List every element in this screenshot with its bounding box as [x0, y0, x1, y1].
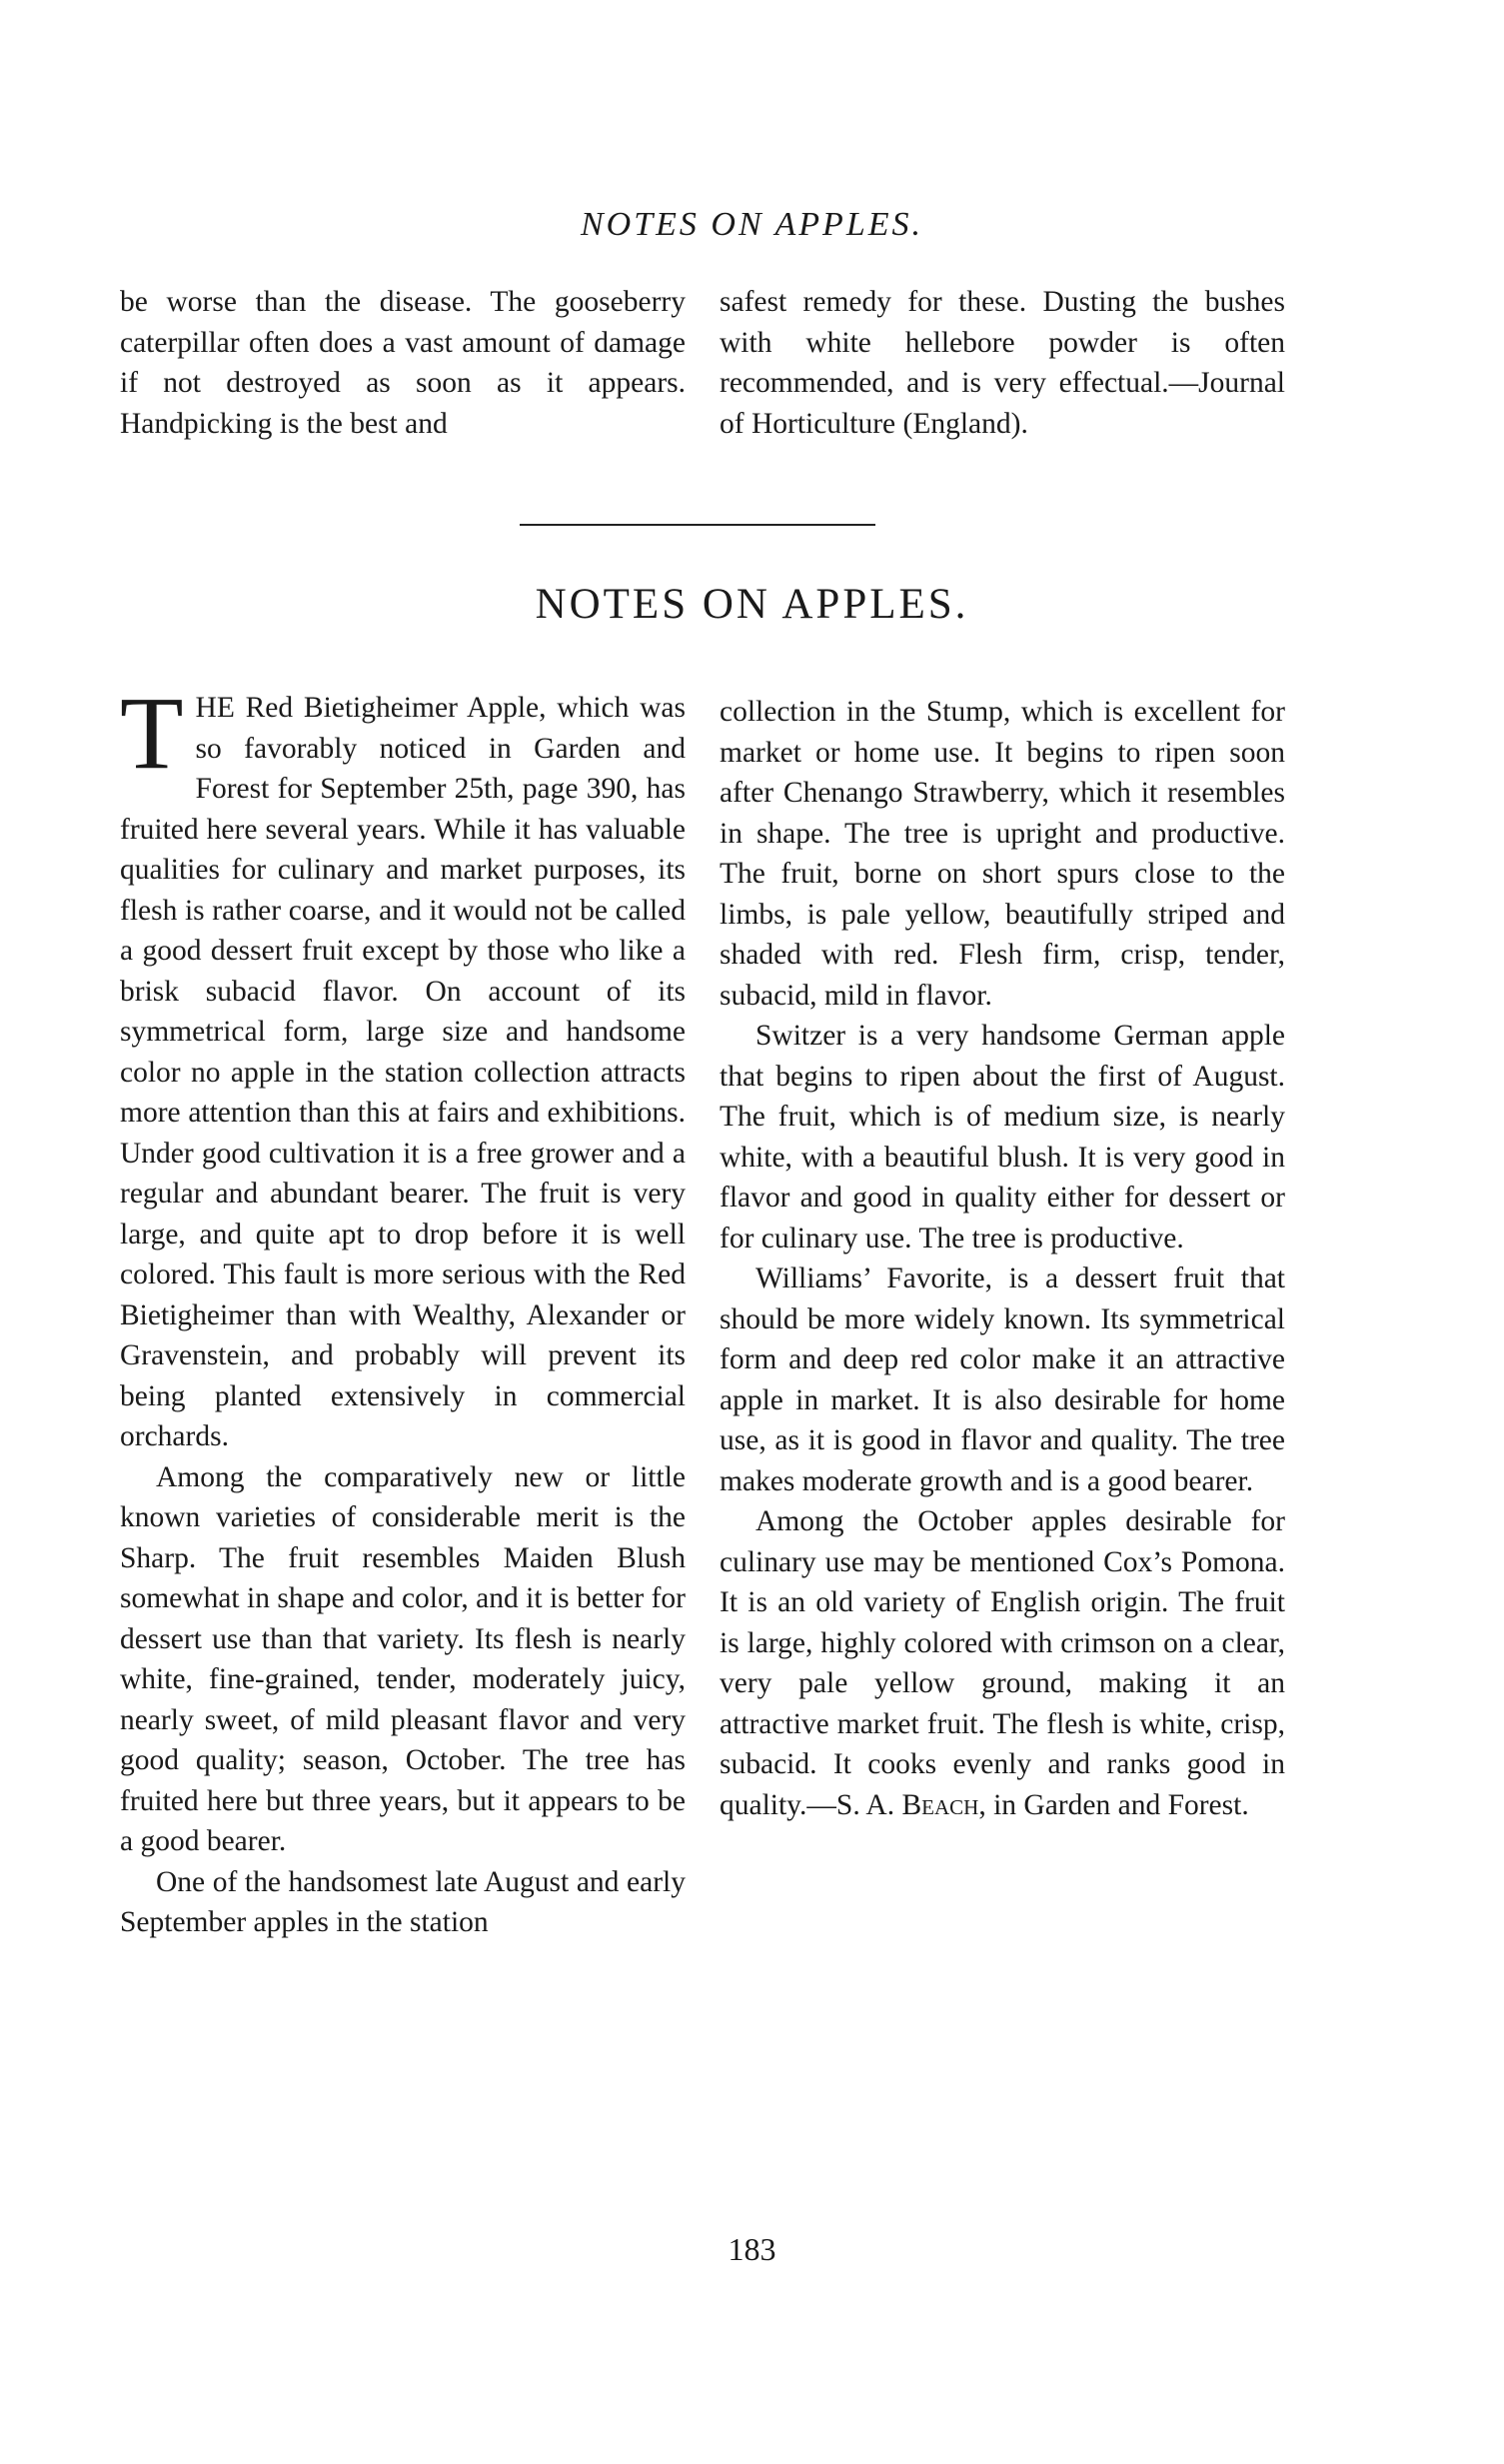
- paragraph-2: Among the comparatively new or little known varieties of considerable merit is the Sharp. The fruit resembles Maiden Blush somewhat in shape and color, and it is better for dessert use than that variety. Its flesh is nearly white, fine-grained, tender, moderately juicy, nearly sweet, of mild pleasant flavor and very good quality; season, October. The tree has fruited here but three years, but it appears to be a good bearer.: [120, 1460, 686, 1857]
- paragraph-3-continued: collection in the Stump, which is excellent for market or home use. It begins to ripen soon after Chenango Strawberry, which it resembles in shape. The tree is upright and productive. The fruit, borne on short spurs close to the limbs, is pale yellow, beautifully striped and shaded with red. Flesh firm, crisp, tender, subacid, mild in flavor.: [720, 696, 1285, 1012]
- paragraph-6-text: Among the October apples desirable for culinary use may be mentioned Cox’s Pomona. It is an old variety of English origin. The fruit is large, highly colored with crimson on a clear, very pale yellow ground, making it an attractive market fruit. The flesh is white, crisp, subacid. It cooks evenly and ranks good in quality.—: [720, 1505, 1285, 1821]
- article-left-column: [120, 676, 686, 1943]
- paragraph-6-source: , in Garden and Forest.: [978, 1788, 1249, 1821]
- paragraph-1: [120, 676, 686, 1457]
- drop-cap: T: [120, 676, 184, 791]
- top-right-text: safest remedy for these. Dusting the bushes with white hellebore powder is often recommended, and is very effectual.—Journal of Horticulture (England).: [720, 286, 1285, 440]
- paragraph-1-text: HE Red Bietigheimer Apple, which was so favorably noticed in Garden and Forest for September 25th, page 390, has fruited here several years. While it has valuable qualities for culinary and market purposes, its flesh is rather coarse, and it would not be called a good dessert fruit except by those who like a brisk subacid flavor. On account of its symmetrical form, large size and handsome color no apple in the station collection attracts more attention than this at fairs and exhibitions. Under good cultivation it is a free grower and a regular and abundant bearer. The fruit is very large, and quite apt to drop before it is well colored. This fault is more serious with the Red Bietigheimer than with Wealthy, Alexander or Gravenstein, and probably will prevent its being planted extensively in commercial orchards.: [120, 692, 686, 1452]
- section-divider: [520, 524, 875, 526]
- top-left-column: [120, 282, 686, 444]
- paragraph-3: One of the handsomest late August and early September apples in the station: [120, 1865, 686, 1938]
- paragraph-5: Williams’ Favorite, is a dessert fruit that should be more widely known. Its symmetrical form and deep red color make it an attractive apple in market. It is also desirable for home use, as it is good in flavor and quality. The tree makes moderate growth and is a good bearer.: [720, 1262, 1285, 1497]
- running-head: NOTES ON APPLES.: [580, 206, 923, 243]
- article-title: NOTES ON APPLES.: [535, 581, 969, 628]
- page-number: 183: [728, 2231, 776, 2267]
- author-name: S. A. Beach: [835, 1788, 979, 1821]
- paragraph-4: Switzer is a very handsome German apple that begins to ripen about the first of August. The fruit, which is of medium size, is nearly white, with a beautiful blush. It is very good in flavor and good in quality either for dessert or for culinary use. The tree is productive.: [720, 1020, 1285, 1254]
- top-left-text: be worse than the disease. The gooseberry caterpillar often does a vast amount of damage if not destroyed as soon as it appears. Handpicking is the best and: [120, 286, 686, 440]
- article-right-column: [720, 692, 1285, 1825]
- paragraph-6: [720, 1501, 1285, 1825]
- top-right-column: [720, 282, 1285, 444]
